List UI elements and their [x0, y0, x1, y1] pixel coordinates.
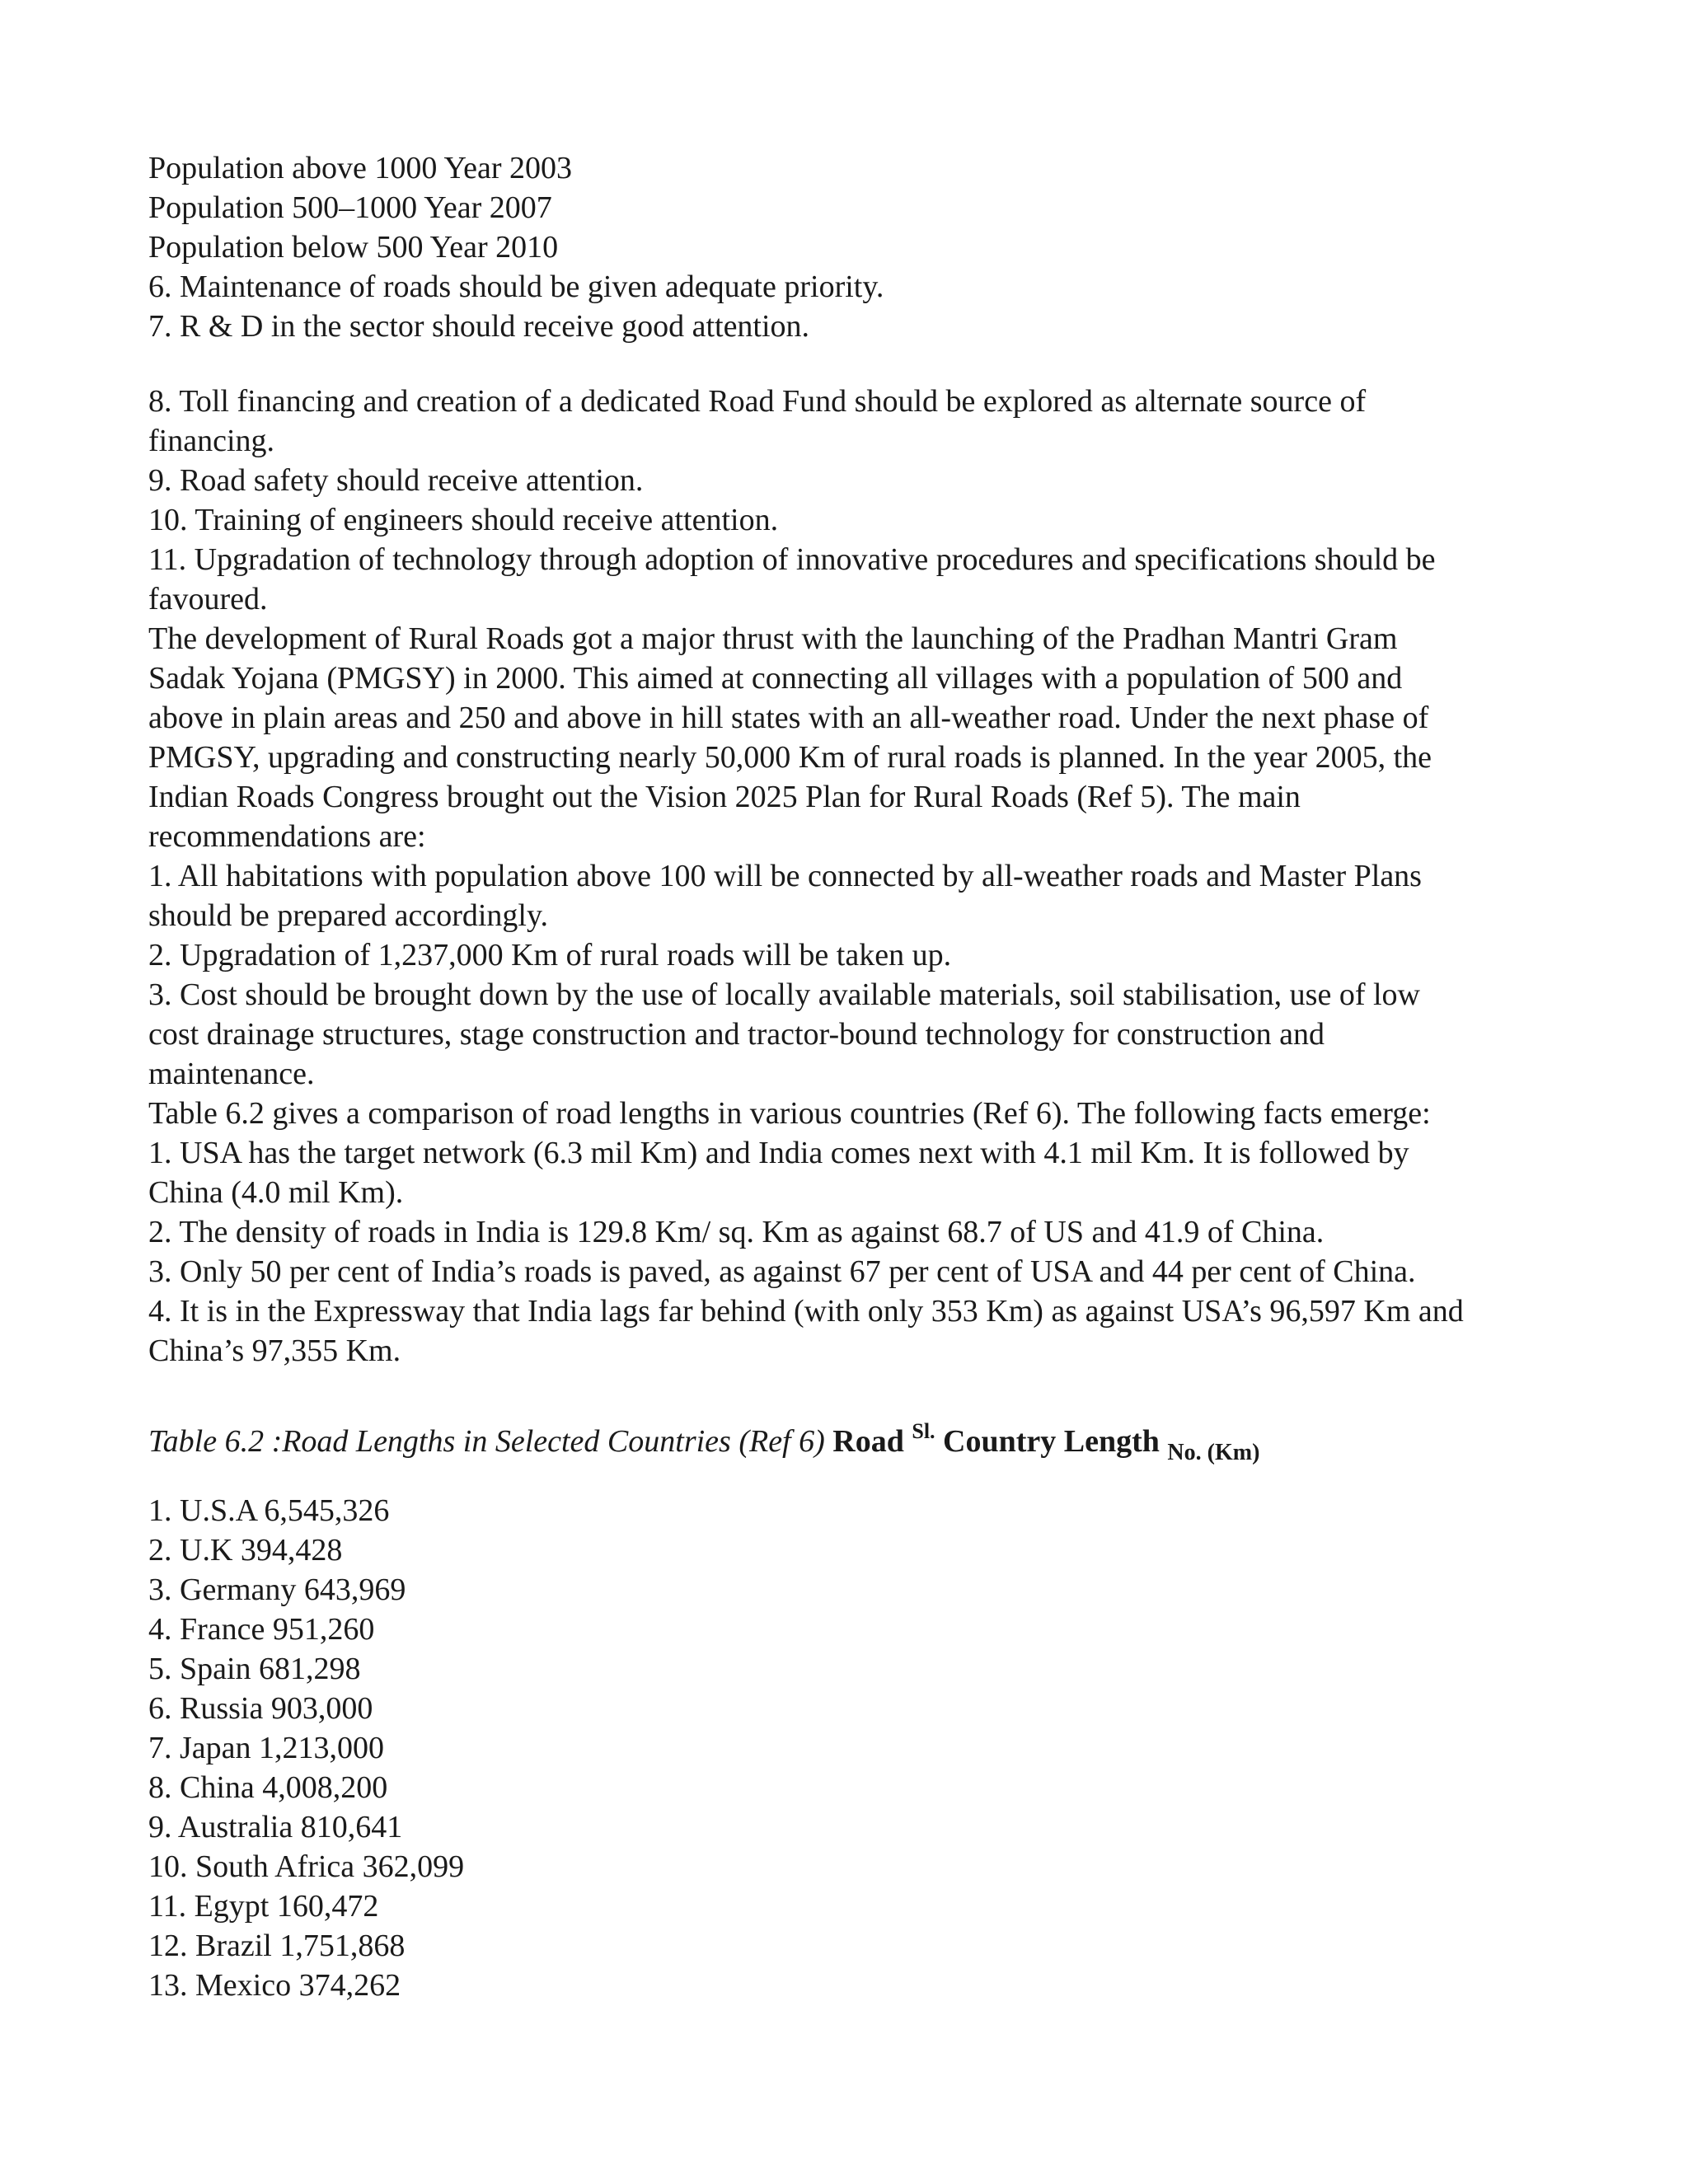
- table-row: 8. China 4,008,200: [148, 1770, 388, 1805]
- table-row: 7. Japan 1,213,000: [148, 1731, 385, 1765]
- text-line: recommendations are:: [148, 819, 426, 854]
- table-header-no-km: No. (Km): [1167, 1440, 1260, 1465]
- text-line: 6. Maintenance of roads should be given adequate priority.: [148, 269, 884, 304]
- text-line: Population above 1000 Year 2003: [148, 151, 573, 185]
- table-caption: [148, 1412, 1259, 1473]
- table-row: 11. Egypt 160,472: [148, 1889, 379, 1924]
- text-line: The development of Rural Roads got a major thrust with the launching of the Pradhan Mantri Gram: [148, 621, 1398, 656]
- text-line: 1. USA has the target network (6.3 mil Km) and India comes next with 4.1 mil Km. It is followed by: [148, 1136, 1409, 1170]
- table-row: 9. Australia 810,641: [148, 1810, 403, 1844]
- text-line: financing.: [148, 424, 275, 458]
- text-line: China’s 97,355 Km.: [148, 1333, 401, 1368]
- text-line: 3. Cost should be brought down by the use of locally available materials, soil stabilisation, use of low: [148, 977, 1420, 1012]
- text-line: 1. All habitations with population above 100 will be connected by all-weather roads and Master Plans: [148, 859, 1422, 893]
- text-line: favoured.: [148, 582, 268, 616]
- text-line: Sadak Yojana (PMGSY) in 2000. This aimed at connecting all villages with a population of 500 and: [148, 661, 1403, 696]
- text-line: 9. Road safety should receive attention.: [148, 463, 644, 498]
- text-line: 8. Toll financing and creation of a dedicated Road Fund should be explored as alternate source of: [148, 384, 1367, 419]
- text-line: should be prepared accordingly.: [148, 898, 549, 933]
- text-line: 4. It is in the Expressway that India lags far behind (with only 353 Km) as against USA’s 96,597 Km and: [148, 1294, 1464, 1329]
- table-row: 2. U.K 394,428: [148, 1533, 343, 1568]
- text-line: Population 500–1000 Year 2007: [148, 190, 552, 225]
- table-row: 13. Mexico 374,262: [148, 1968, 401, 2003]
- text-line: Table 6.2 gives a comparison of road lengths in various countries (Ref 6). The following facts emerge:: [148, 1096, 1431, 1131]
- text-line: 2. Upgradation of 1,237,000 Km of rural roads will be taken up.: [148, 938, 952, 972]
- table-header-country-length: Country Length: [943, 1424, 1160, 1459]
- table-row: 4. France 951,260: [148, 1612, 375, 1647]
- table-row: 1. U.S.A 6,545,326: [148, 1493, 390, 1528]
- text-line: 2. The density of roads in India is 129.8 Km/ sq. Km as against 68.7 of US and 41.9 of China.: [148, 1215, 1325, 1249]
- table-caption-title: Table 6.2 :Road Lengths in Selected Countries (Ref 6): [148, 1424, 825, 1459]
- text-line: 3. Only 50 per cent of India’s roads is paved, as against 67 per cent of USA and 44 per cent of China.: [148, 1254, 1416, 1289]
- text-line: 10. Training of engineers should receive attention.: [148, 503, 779, 537]
- table-row: 3. Germany 643,969: [148, 1572, 406, 1607]
- text-line: PMGSY, upgrading and constructing nearly 50,000 Km of rural roads is planned. In the year 2005, the: [148, 740, 1432, 775]
- text-line: maintenance.: [148, 1057, 315, 1091]
- table-header-road: Road: [832, 1424, 904, 1459]
- text-line: 11. Upgradation of technology through adoption of innovative procedures and specifications should be: [148, 542, 1436, 577]
- table-header-sl: Sl.: [912, 1419, 935, 1443]
- text-line: above in plain areas and 250 and above in hill states with an all-weather road. Under the next phase of: [148, 701, 1429, 735]
- table-row: 12. Brazil 1,751,868: [148, 1929, 406, 1963]
- text-line: cost drainage structures, stage construction and tractor-bound technology for construction and: [148, 1017, 1325, 1052]
- table-row: 6. Russia 903,000: [148, 1691, 373, 1726]
- text-line: China (4.0 mil Km).: [148, 1175, 404, 1210]
- text-line: 7. R & D in the sector should receive good attention.: [148, 309, 810, 344]
- text-line: Population below 500 Year 2010: [148, 230, 559, 265]
- table-row: 5. Spain 681,298: [148, 1652, 361, 1686]
- text-line: Indian Roads Congress brought out the Vision 2025 Plan for Rural Roads (Ref 5). The main: [148, 780, 1301, 814]
- table-row: 10. South Africa 362,099: [148, 1849, 465, 1884]
